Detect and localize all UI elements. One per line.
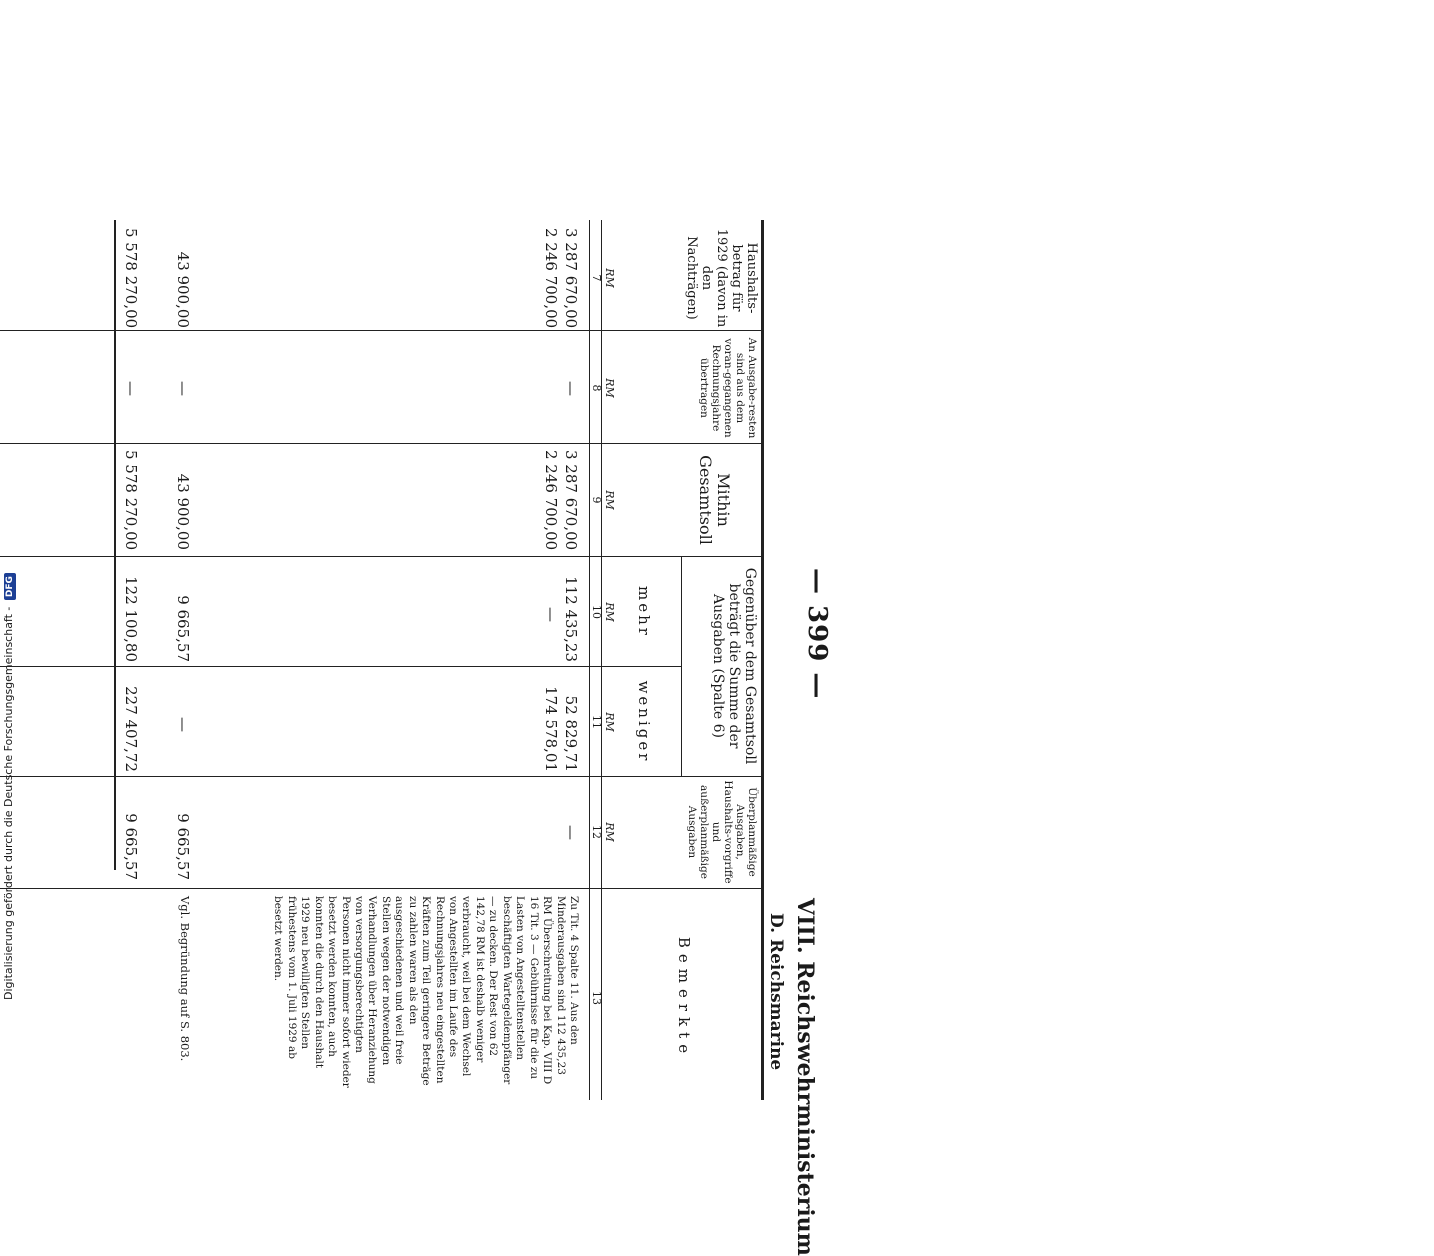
r4-c7: 5 578 270,00 xyxy=(122,228,140,329)
unit-col12: RM xyxy=(603,822,616,842)
r4-c8: — xyxy=(122,381,140,396)
footer-text: Digitalisierung gefördert durch die Deutsche Forschungsgemeinschaft - xyxy=(2,606,15,1000)
r3-c7: 43 900,00 xyxy=(174,251,192,328)
page-number: — 399 — xyxy=(802,568,832,700)
footer-vertical xyxy=(2,0,16,1000)
col-sep-7-8 xyxy=(0,330,764,331)
r3-c10: 9 665,57 xyxy=(174,595,192,662)
r1-c7: 3 287 670,00 xyxy=(562,228,580,329)
group-split-rule xyxy=(681,556,682,776)
dfg-logo: DFG xyxy=(4,573,16,600)
colnum-9: 9 xyxy=(590,496,603,504)
header-col12: Überplanmäßige Ausgaben, Haushalts-vorgriffe und außerplanmäßige Ausgaben xyxy=(685,780,758,884)
r4-c10: 122 100,80 xyxy=(122,576,140,662)
col-sep-11-12 xyxy=(0,776,764,777)
col-sep-12-13 xyxy=(0,888,764,889)
r4-c12: 9 665,57 xyxy=(122,813,140,880)
header-col7: Haushalts-betrag für 1929 (davon in den Nachträgen) xyxy=(684,228,759,328)
r3-c8: — xyxy=(174,381,192,396)
r1-c9: 3 287 670,00 xyxy=(562,450,580,551)
r3-c12: 9 665,57 xyxy=(174,813,192,880)
colnum-7: 7 xyxy=(590,274,603,282)
colnum-12: 12 xyxy=(590,825,603,839)
unit-col11: RM xyxy=(603,712,616,732)
table-top-rule xyxy=(761,220,764,1100)
colnum-8: 8 xyxy=(590,384,603,392)
r2-c11: 174 578,01 xyxy=(542,686,560,772)
r1-c10: 112 435,23 xyxy=(562,576,580,662)
colnum-11: 11 xyxy=(590,715,603,729)
r1-c11: 52 829,71 xyxy=(562,695,580,772)
col-sep-10-11 xyxy=(0,666,682,667)
colnum-10: 10 xyxy=(590,605,603,619)
subtotal-rule xyxy=(114,220,116,870)
remark-ref: Vgl. Begründung auf S. 803. xyxy=(178,896,192,1062)
r1-c8: — xyxy=(562,381,580,396)
col-sep-8-9 xyxy=(0,443,764,444)
unit-col8: RM xyxy=(603,378,616,398)
col-sep-9-10 xyxy=(0,556,764,557)
section-title: VIII. Reichswehrministerium xyxy=(792,898,818,1256)
colnum-13: 13 xyxy=(590,991,603,1005)
subsection-title: D. Reichsmarine xyxy=(766,913,786,1071)
remark-tit4: Zu Tit. 4 Spalte 11. Aus den Minderausgaben sind 112 435,23 RM Überschreitung bei Kap. VIII D 16 Tit. 3 — Gebührnisse für die zu Lasten von Angestelltenstellen beschäftigten Wartegeldempfänger — zu decken. Der Rest von 62 142,78 RM ist deshalb weniger verbraucht, weil bei dem Wechsel von Angestellten im Laufe des Rechnungsjahres neu eingestellten Kräften zum Teil geringere Beträge zu zahlen waren als den ausgeschiedenen und weil freie Stellen wegen der notwendigen Verhandlungen über Heranziehung von versorgungsberechtigten Personen nicht immer sofort wieder besetzt werden konnten, auch konnten die durch den Haushalt 1929 neu bewilligten Stellen frühestens vom 1. Juli 1929 ab besetzt werden. xyxy=(272,896,580,1088)
header-col10-11-group: Gegenüber dem Gesamtsoll beträgt die Summe der Ausgaben (Spalte 6) xyxy=(709,567,758,765)
r4-c9: 5 578 270,00 xyxy=(122,450,140,551)
header-col9: Mithin Gesamtsoll xyxy=(695,455,733,545)
header-col11: weniger xyxy=(635,680,653,764)
r2-c7: 2 246 700,00 xyxy=(542,228,560,329)
r2-c9: 2 246 700,00 xyxy=(542,450,560,551)
header-col10: mehr xyxy=(635,586,653,638)
header-col8: An Ausgabe-resten sind aus dem voran-gegangenen Rechnungsjahre übertragen xyxy=(697,337,758,439)
unit-col7: RM xyxy=(603,268,616,288)
r3-c11: — xyxy=(174,717,192,732)
r1-c12: — xyxy=(562,825,580,840)
header-col13: Bemerkte xyxy=(675,936,693,1060)
r3-c9: 43 900,00 xyxy=(174,473,192,550)
unit-col9: RM xyxy=(603,490,616,510)
r2-c10: — xyxy=(542,607,560,622)
unit-col10: RM xyxy=(603,602,616,622)
rotated-page xyxy=(0,158,842,1256)
r4-c11: 227 407,72 xyxy=(122,686,140,772)
